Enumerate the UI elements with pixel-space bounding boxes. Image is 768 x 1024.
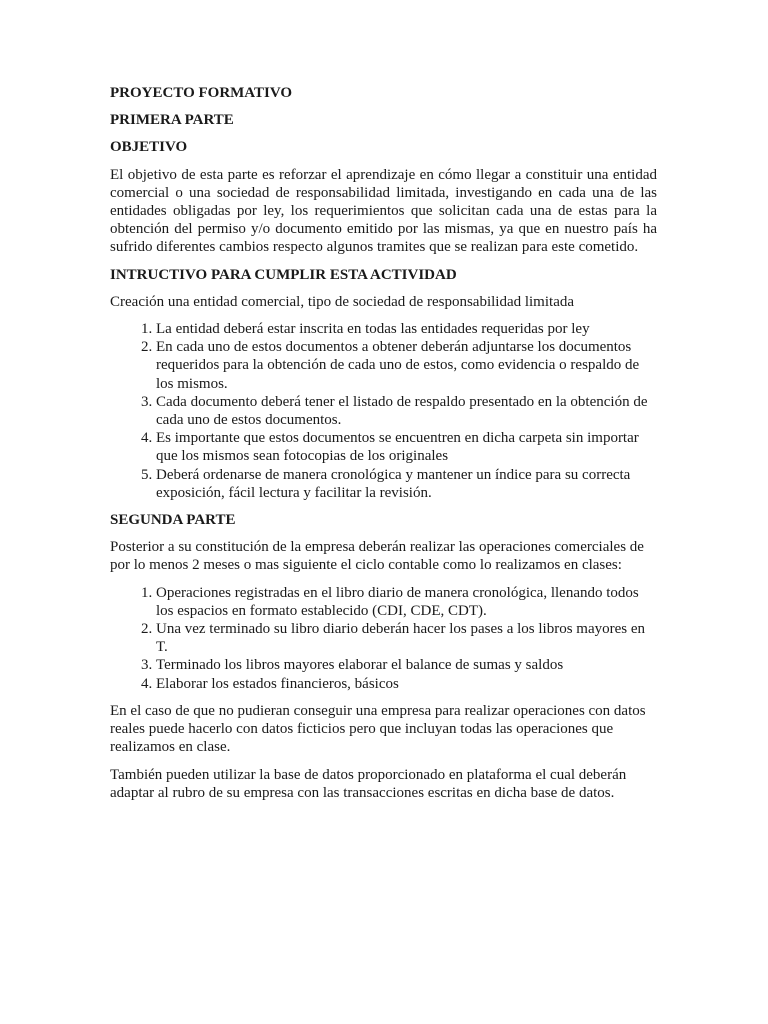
list-item: 3. Cada documento deberá tener el listado de respaldo presentado en la obtención de cada uno de estos documentos.	[156, 393, 657, 429]
objective-text: El objetivo de esta parte es reforzar el aprendizaje en cómo llegar a constituir una entidad comercial o una sociedad de responsabilidad limitada, investigando en cada una de las entidades obligadas por ley, los requerimientos que solicitan cada una de estas para la obtención del permiso y/o documento emitido por las mismas, ya que en nuestro país ha sufrido diferentes cambios respecto algunos tramites que se realizan para este cometido.	[110, 166, 657, 256]
list-item: 1. La entidad deberá estar inscrita en todas las entidades requeridas por ley	[156, 320, 657, 338]
instructions-intro: Creación una entidad comercial, tipo de sociedad de responsabilidad limitada	[110, 293, 575, 310]
objective-heading: OBJETIVO	[110, 139, 188, 156]
part2-list	[110, 584, 657, 693]
part1-heading: PRIMERA PARTE	[110, 112, 234, 129]
list-item: 4. Es importante que estos documentos se encuentren en dicha carpeta sin importar que los mismos sean fotocopias de los originales	[156, 429, 657, 465]
list-item: 1. Operaciones registradas en el libro diario de manera cronológica, llenando todos los espacios en formato establecido (CDI, CDE, CDT).	[156, 584, 657, 620]
list-item: 2. Una vez terminado su libro diario deberán hacer los pases a los libros mayores en T.	[156, 620, 657, 656]
part2-intro: Posterior a su constitución de la empresa deberán realizar las operaciones comerciales de por lo menos 2 meses o mas siguiente el ciclo contable como lo realizamos en clases:	[110, 539, 644, 574]
part2-paragraph-1: En el caso de que no pudieran conseguir una empresa para realizar operaciones con datos reales puede hacerlo con datos ficticios pero que incluyan todas las operaciones que realizamos en clase.	[110, 702, 646, 756]
instructions-list	[110, 320, 657, 502]
list-item: 2. En cada uno de estos documentos a obtener deberán adjuntarse los documentos requeridos para la obtención de cada uno de estos, como evidencia o respaldo de los mismos.	[156, 338, 657, 393]
document-body	[110, 84, 657, 811]
list-item: 5. Deberá ordenarse de manera cronológica y mantener un índice para su correcta exposición, fácil lectura y facilitar la revisión.	[156, 466, 657, 502]
list-item: 3. Terminado los libros mayores elaborar el balance de sumas y saldos	[156, 656, 657, 674]
document-title: PROYECTO FORMATIVO	[110, 85, 293, 101]
list-item: 4. Elaborar los estados financieros, básicos	[156, 675, 657, 693]
instructions-heading: INTRUCTIVO PARA CUMPLIR ESTA ACTIVIDAD	[110, 266, 457, 283]
part2-paragraph-2: También pueden utilizar la base de datos proporcionado en plataforma el cual deberán adaptar al rubro de su empresa con las transacciones escritas en dicha base de datos.	[110, 766, 627, 801]
part2-heading: SEGUNDA PARTE	[110, 512, 236, 529]
